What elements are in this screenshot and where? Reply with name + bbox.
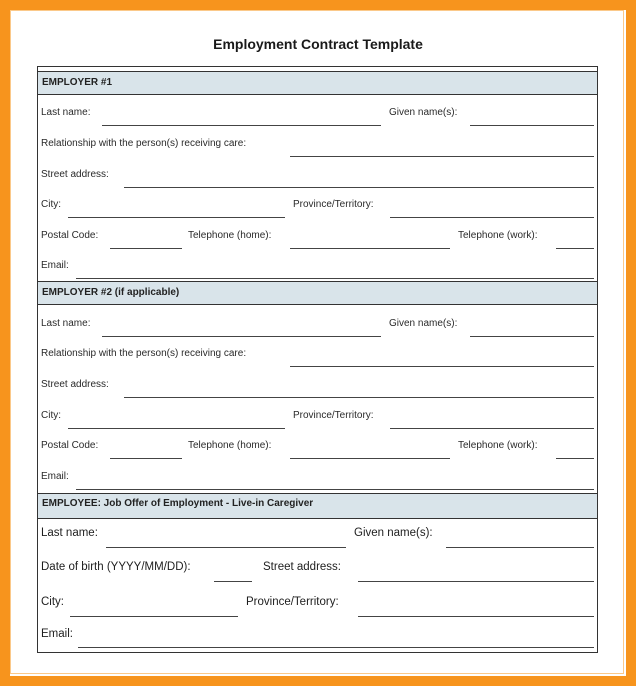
street-address-field[interactable] — [124, 397, 594, 398]
email-field[interactable] — [76, 489, 594, 490]
province-label: Province/Territory: — [246, 596, 339, 608]
telephone-home-label: Telephone (home): — [188, 230, 272, 241]
province-label: Province/Territory: — [293, 410, 374, 421]
city-label: City: — [41, 596, 64, 608]
relationship-label: Relationship with the person(s) receiving care: — [41, 348, 247, 359]
province-field[interactable] — [390, 428, 594, 429]
given-names-field[interactable] — [470, 125, 594, 126]
email-field[interactable] — [78, 647, 594, 648]
postal-code-field[interactable] — [110, 458, 182, 459]
email-label: Email: — [41, 471, 69, 482]
relationship-label: Relationship with the person(s) receiving care: — [41, 138, 247, 149]
telephone-work-field[interactable] — [556, 458, 594, 459]
last-name-field[interactable] — [106, 547, 346, 548]
telephone-home-field[interactable] — [290, 248, 450, 249]
street-address-field[interactable] — [358, 581, 594, 582]
given-names-label: Given name(s): — [389, 107, 458, 118]
given-names-field[interactable] — [470, 336, 594, 337]
city-field[interactable] — [68, 217, 285, 218]
street-address-label: Street address: — [41, 169, 109, 180]
given-names-label: Given name(s): — [354, 527, 433, 539]
telephone-work-field[interactable] — [556, 248, 594, 249]
telephone-work-label: Telephone (work): — [458, 440, 538, 451]
section-heading-employee: EMPLOYEE: Job Offer of Employment - Live-in Caregiver — [38, 493, 597, 519]
date-of-birth-field[interactable] — [214, 581, 252, 582]
email-field[interactable] — [76, 278, 594, 279]
given-names-label: Given name(s): — [389, 318, 458, 329]
email-label: Email: — [41, 260, 69, 271]
given-names-field[interactable] — [446, 547, 594, 548]
page-title: Employment Contract Template — [213, 36, 423, 52]
province-field[interactable] — [358, 616, 594, 617]
contract-form — [37, 66, 598, 653]
street-address-label: Street address: — [41, 379, 109, 390]
last-name-label: Last name: — [41, 107, 91, 118]
last-name-label: Last name: — [41, 318, 91, 329]
street-address-field[interactable] — [124, 187, 594, 188]
province-field[interactable] — [390, 217, 594, 218]
section-heading-employer-1: EMPLOYER #1 — [38, 71, 597, 95]
relationship-field[interactable] — [290, 156, 594, 157]
city-label: City: — [41, 199, 61, 210]
postal-code-field[interactable] — [110, 248, 182, 249]
section-heading-employer-2: EMPLOYER #2 (if applicable) — [38, 281, 597, 305]
city-field[interactable] — [68, 428, 285, 429]
date-of-birth-label: Date of birth (YYYY/MM/DD): — [41, 561, 191, 573]
telephone-work-label: Telephone (work): — [458, 230, 538, 241]
telephone-home-label: Telephone (home): — [188, 440, 272, 451]
city-label: City: — [41, 410, 61, 421]
street-address-label: Street address: — [263, 561, 341, 573]
postal-code-label: Postal Code: — [41, 440, 99, 451]
postal-code-label: Postal Code: — [41, 230, 99, 241]
last-name-field[interactable] — [102, 125, 381, 126]
last-name-field[interactable] — [102, 336, 381, 337]
city-field[interactable] — [70, 616, 238, 617]
email-label: Email: — [41, 628, 73, 640]
telephone-home-field[interactable] — [290, 458, 450, 459]
province-label: Province/Territory: — [293, 199, 374, 210]
last-name-label: Last name: — [41, 527, 98, 539]
relationship-field[interactable] — [290, 366, 594, 367]
